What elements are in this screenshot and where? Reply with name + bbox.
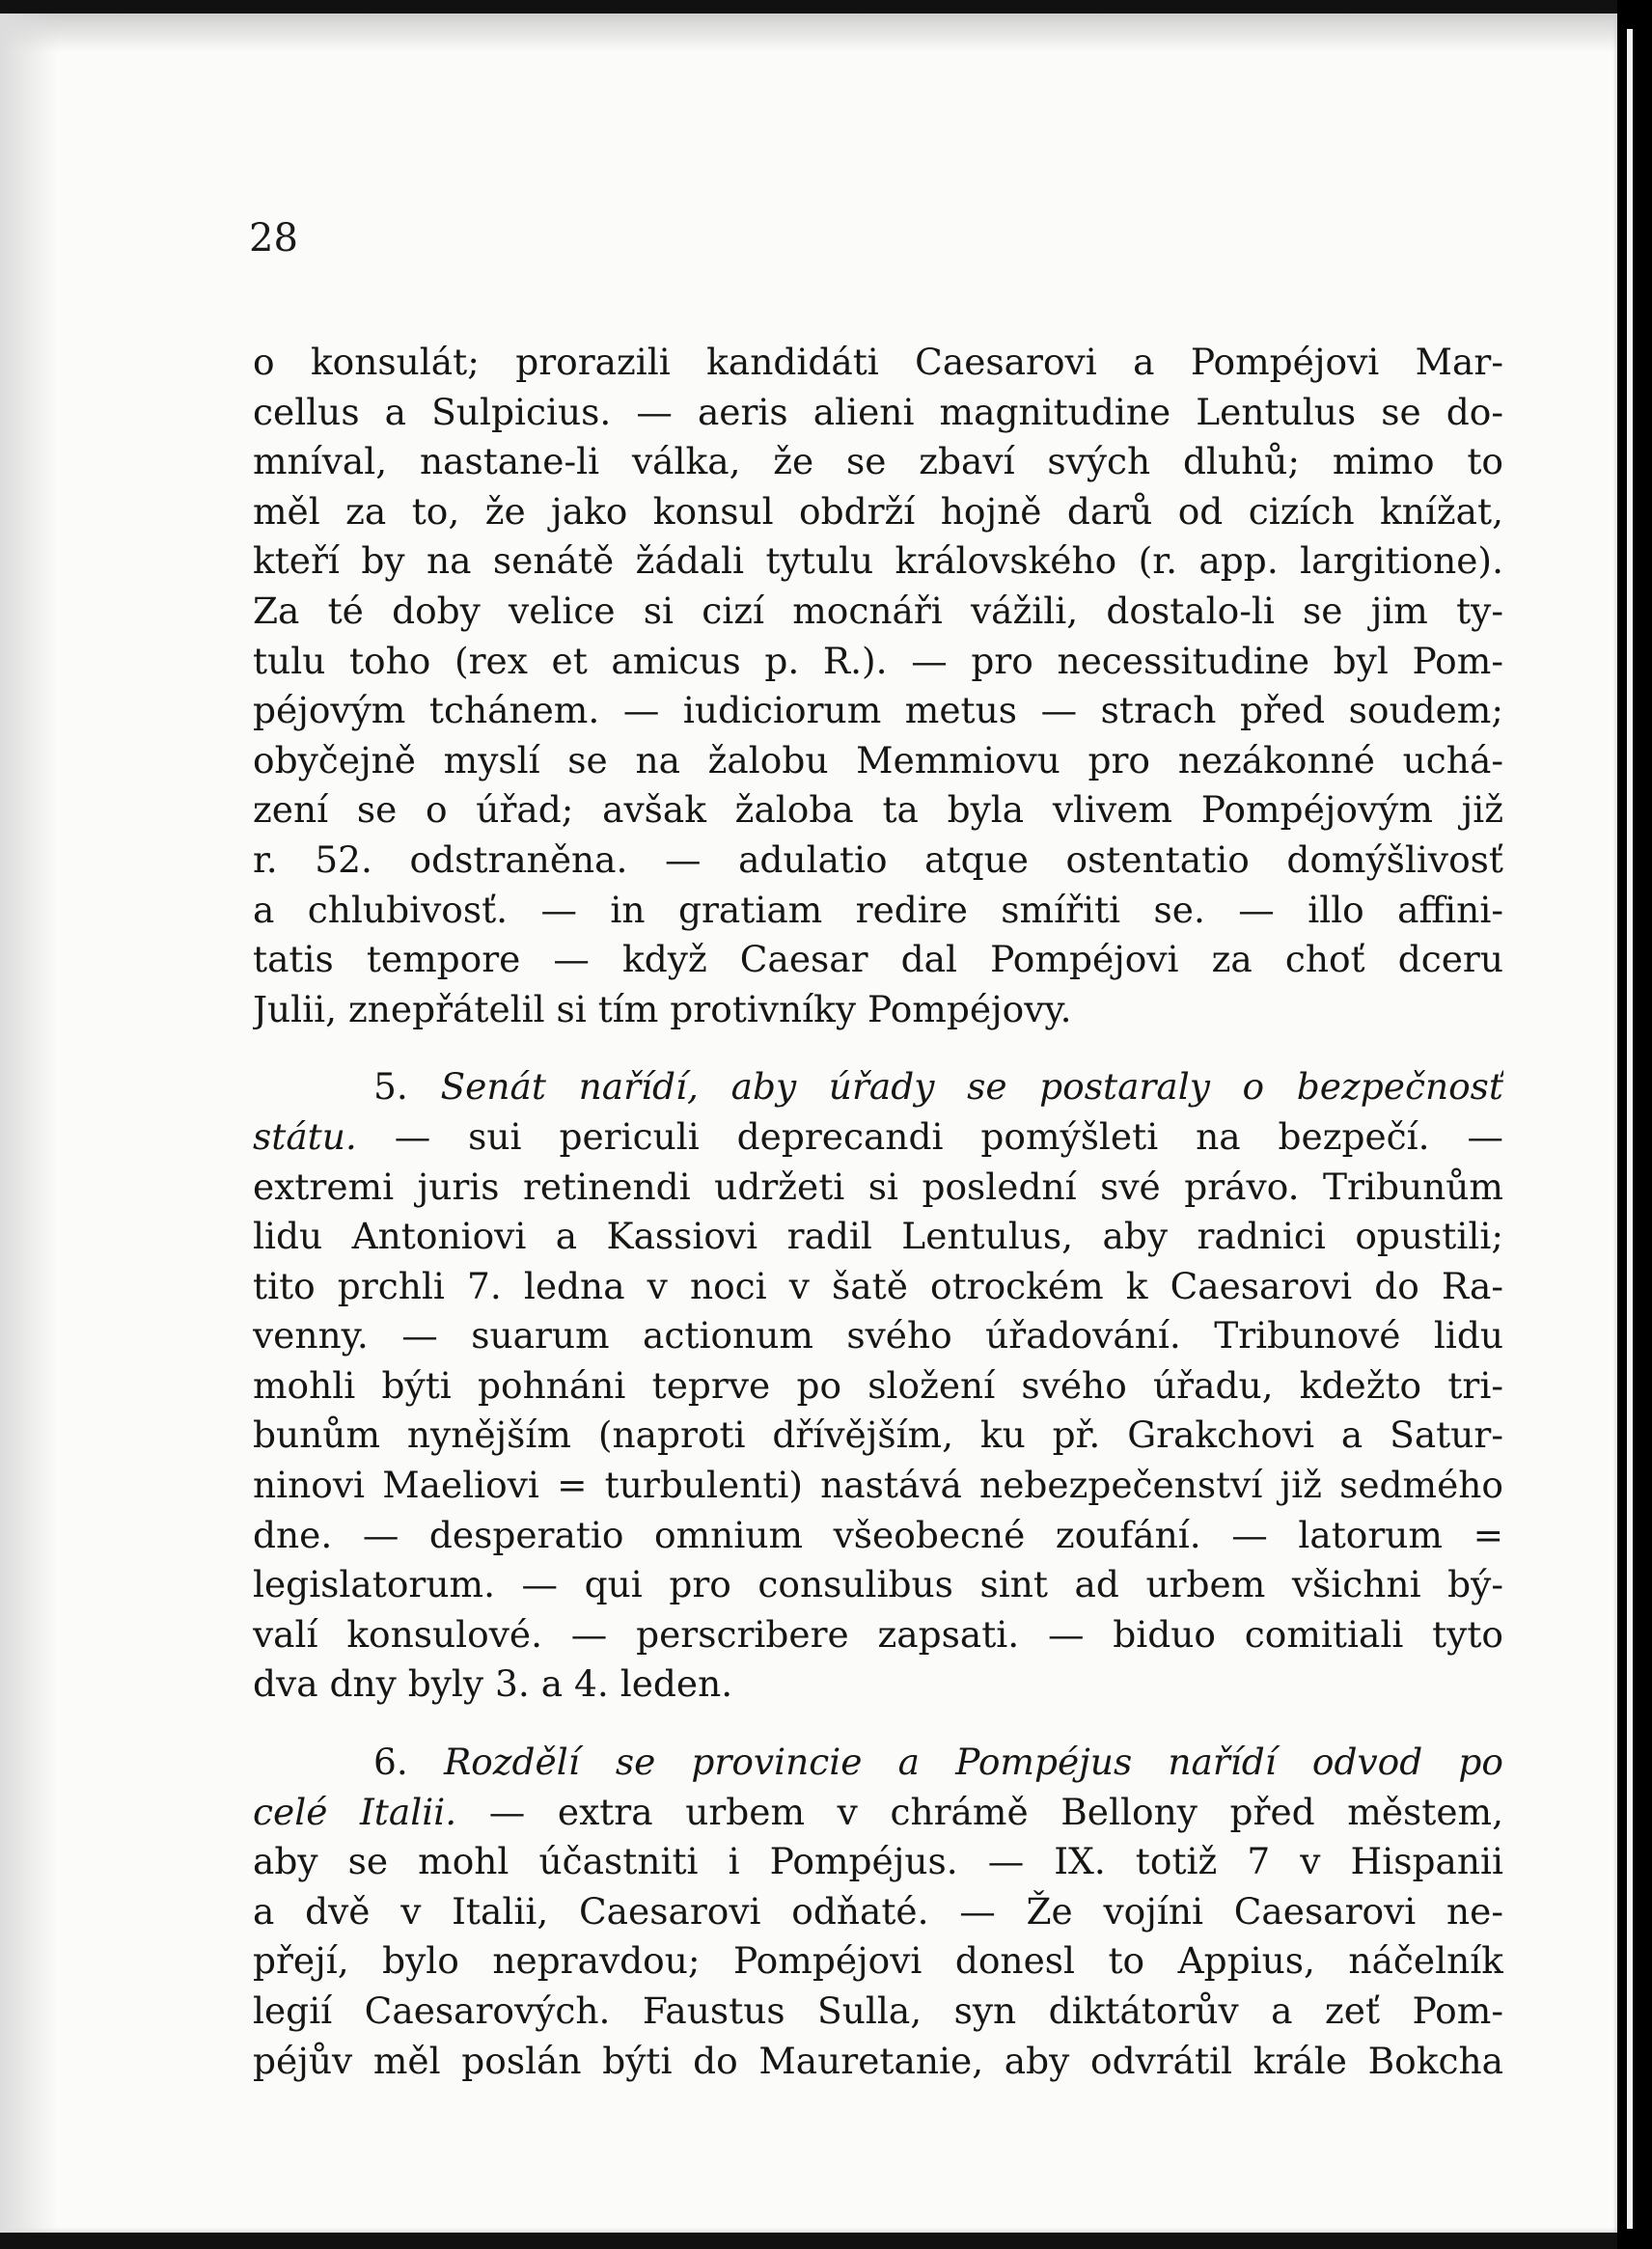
scan-left-shadow <box>0 14 58 2233</box>
scan-top-shadow <box>0 14 1617 52</box>
text-line <box>253 1788 1503 1838</box>
scan-border <box>1617 0 1652 2249</box>
section-heading: Senát nařídí, aby úřady se postaraly o bezpečnosť <box>440 1065 1503 1109</box>
text-line: r. 52. odstraněna. — adulatio atque ostentatio domýšlivosť <box>253 837 1503 881</box>
section-heading: Rozdělí se provincie a Pompéjus nařídí odvod po <box>443 1741 1503 1784</box>
section-heading-line <box>253 1738 1503 1788</box>
text-line: dne. — desperatio omnium všeobecné zoufání. — latorum = <box>253 1513 1503 1556</box>
text-line: přejí, bylo nepravdou; Pompéjovi donesl to Appius, náčelník <box>253 1939 1503 1983</box>
text-line: cellus a Sulpicius. — aeris alieni magnitudine Lentulus se do- <box>253 390 1503 433</box>
page-edge <box>1627 29 1633 2229</box>
paragraph-2 <box>253 1062 1503 1710</box>
text-line: zení se o úřad; avšak žaloba ta byla vlivem Pompéjovým již <box>253 788 1503 832</box>
page-number: 28 <box>249 216 298 261</box>
text-line: tatis tempore — když Caesar dal Pompéjovi za choť dceru <box>253 938 1503 981</box>
section-heading-continued: celé Italii. <box>253 1790 457 1833</box>
text-line: tito prchli 7. ledna v noci v šatě otrockém k Caesarovi do Ra- <box>253 1264 1503 1307</box>
text-line: Za té doby velice si cizí mocnáři vážili, dostalo-li se jim ty- <box>253 589 1503 632</box>
text-line: mníval, nastane-li válka, že se zbaví svých dluhů; mimo to <box>253 440 1503 483</box>
text-line: aby se mohl účastniti i Pompéjus. — IX. totiž 7 v Hispanii <box>253 1840 1503 1883</box>
section-heading-continued: státu. <box>253 1114 357 1158</box>
text-line: měl za to, že jako konsul obdrží hojně darů od cizích knížat, <box>253 489 1503 533</box>
text-line: mohli býti pohnáni teprve po složení svého úřadu, kdežto tri- <box>253 1363 1503 1407</box>
text-line: legií Caesarových. Faustus Sulla, syn diktátorův a zeť Pom- <box>253 1989 1503 2032</box>
paper-sheet <box>0 14 1617 2233</box>
text-line: valí konsulové. — perscribere zapsati. — biduo comitiali tyto <box>253 1612 1503 1656</box>
text-fragment: — sui periculi deprecandi pomýšleti na bezpečí. — <box>394 1114 1503 1158</box>
text-line: péjův měl poslán býti do Mauretanie, aby odvrátil krále Bokcha <box>253 2039 1503 2082</box>
text-line: legislatorum. — qui pro consulibus sint ad urbem všichni bý- <box>253 1563 1503 1606</box>
text-line: Julii, znepřátelil si tím protivníky Pompéjovy. <box>253 987 1072 1030</box>
text-line <box>253 1112 1503 1163</box>
text-line: kteří by na senátě žádali tytulu královského (r. app. largitione). <box>253 539 1503 583</box>
text-line: tulu toho (rex et amicus p. R.). — pro necessitudine byl Pom- <box>253 639 1503 682</box>
text-line: dva dny byly 3. a 4. leden. <box>253 1662 733 1706</box>
text-line: obyčejně myslí se na žalobu Memmiovu pro nezákonné uchá- <box>253 738 1503 782</box>
paragraph-1 <box>253 338 1503 1034</box>
text-line: a chlubivosť. — in gratiam redire smířiti se. — illo affini- <box>253 888 1503 931</box>
text-line: o konsulát; prorazili kandidáti Caesarovi a Pompéjovi Mar- <box>253 341 1503 383</box>
text-line: ninovi Maeliovi = turbulenti) nastává nebezpečenství již sedmého <box>253 1464 1503 1507</box>
text-fragment: — extra urbem v chrámě Bellony před městem, <box>488 1790 1503 1833</box>
section-number: 5. <box>373 1065 408 1109</box>
text-line: extremi juris retinendi udržeti si poslední své právo. Tribunům <box>253 1165 1503 1208</box>
text-line: a dvě v Italii, Caesarovi odňaté. — Že vojíni Caesarovi ne- <box>253 1889 1503 1933</box>
text-line: bunům nynějším (naproti dřívějším, ku př. Grakchovi a Satur- <box>253 1413 1503 1457</box>
text-line: péjovým tchánem. — iudiciorum metus — strach před soudem; <box>253 689 1503 732</box>
text-line: lidu Antoniovi a Kassiovi radil Lentulus, aby radnici opustili; <box>253 1215 1503 1258</box>
section-heading-line <box>253 1062 1503 1112</box>
body-text <box>253 338 1503 2086</box>
text-line: venny. — suarum actionum svého úřadování. Tribunové lidu <box>253 1314 1503 1358</box>
section-number: 6. <box>373 1741 408 1784</box>
paragraph-3 <box>253 1738 1503 2086</box>
